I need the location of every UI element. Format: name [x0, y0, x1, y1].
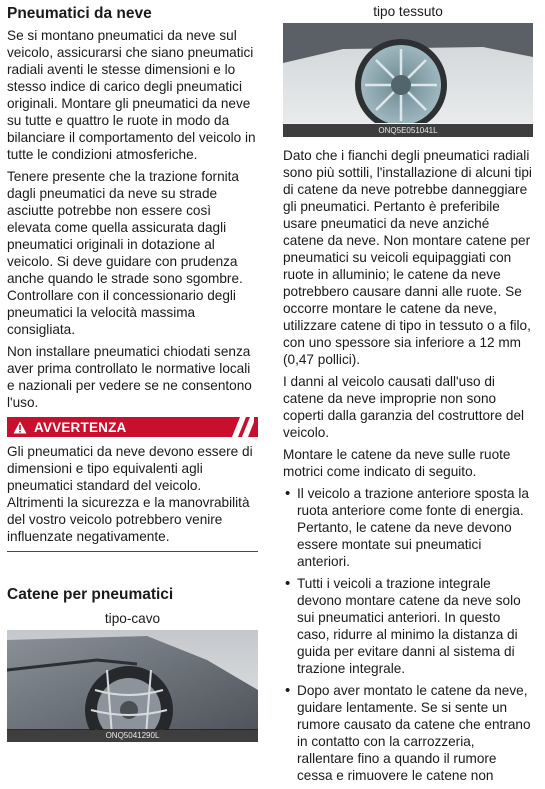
left-column: [7, 0, 258, 742]
warning-label: AVVERTENZA: [34, 419, 127, 435]
hazard-stripes-icon: [224, 417, 254, 437]
warning-header: [7, 417, 258, 437]
paragraph: I danni al veicolo causati dall'uso di catene da neve improprie non sono coperti dalla garanzia del costruttore del veicolo.: [283, 374, 525, 440]
list-item: • Il veicolo a trazione anteriore sposta la ruota anteriore come fonte di energia. Pertanto, le catene da neve devono essere montate sui pneumatici anteriori.: [283, 485, 533, 570]
figure-code: ONQ5E051041L: [283, 124, 533, 137]
warning-text: Gli pneumatici da neve devono essere di dimensioni e tipo equivalenti agli pneumatici standard del veicolo. Altrimenti la sicurezza e la manovrabilità del vostro veicolo potrebbero venire influenzate negativamente.: [7, 444, 253, 544]
paragraph: Dato che i fianchi degli pneumatici radiali sono più sottili, l'installazione di alcuni tipi di catene da neve potrebbe danneggiare gli pneumatici. Pertanto è preferibile usare pneumatici da neve anziché catene da neve. Non montare catene per pneumatici su veicoli equipaggiati con ruote in alluminio; le catene da neve potrebbero causare danni alle ruote. Se occorre montare le catene da neve, utilizzare catene di tipo in tessuto o a filo, con uno spessore sia inferiore a 12 mm (0,47 pollici).: [283, 148, 532, 367]
section-title-tire-chains: Catene per pneumatici: [7, 586, 174, 603]
paragraph: Montare le catene da neve sulle ruote motrici come indicato di seguito.: [283, 447, 511, 479]
list-item: • Dopo aver montato le catene da neve, guidare lentamente. Se si sente un rumore causato da catene che entrano in contatto con la carrozzeria, rallentare fino a quando il rumore cessa e rimuovere le catene non: [283, 682, 533, 784]
right-column: [283, 0, 533, 789]
cable-chain-photo: [7, 630, 258, 742]
section-title-snow-tires: Pneumatici da neve: [7, 5, 152, 22]
warning-triangle-icon: [13, 421, 27, 434]
paragraph: Tenere presente che la trazione fornita dagli pneumatici da neve su strade asciutte potrebbe non essere così elevata come quella assicurata dagli pneumatici originali in dotazione al veicolo. Si deve guidare con prudenza anche quando le strade sono sgombre. Controllare con il concessionario degli pneumatici la velocità massima consigliata.: [7, 169, 243, 337]
warning-bottom-rule: [7, 551, 258, 552]
figure-caption-fabric-type: tipo tessuto: [373, 4, 443, 19]
fabric-chain-photo: [283, 23, 533, 137]
bullet-list: [283, 485, 533, 784]
paragraph: Non installare pneumatici chiodati senza aver prima controllato le normative locali e nazionali per vedere se ne consentono l'uso.: [7, 344, 252, 410]
figure-code: ONQ5041290L: [7, 729, 258, 742]
figure-caption-cable-type: tipo-cavo: [104, 611, 161, 626]
list-item: • Tutti i veicoli a trazione integrale devono montare catene da neve solo sui pneumatici anteriori. In questo caso, ridurre al minimo la distanza di guida per evitare danni al sistema di trazione integrale.: [283, 575, 533, 677]
warning-box: [7, 417, 258, 552]
paragraph: Se si montano pneumatici da neve sul veicolo, assicurarsi che siano pneumatici radiali aventi le stesse dimensioni e lo stesso indice di carico degli pneumatici originali. Montare gli pneumatici da neve su tutte e quattro le ruote in modo da bilanciare il comportamento del veicolo in tutte le condizioni atmosferiche.: [7, 28, 256, 162]
